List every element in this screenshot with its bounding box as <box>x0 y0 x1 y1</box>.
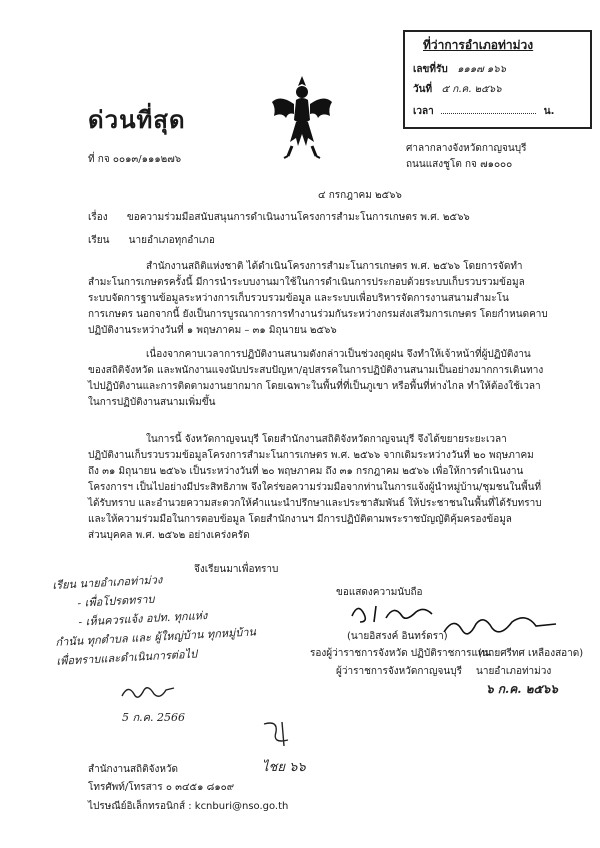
letter-date: ๔ กรกฎาคม ๒๕๖๖ <box>318 190 402 201</box>
footer-phone: โทรศัพท์/โทรสาร ๐ ๓๔๕๑ ๘๑๐๙ <box>88 782 235 793</box>
body-line: โครงการฯ เป็นไปอย่างมีประสิทธิภาพ จึงใคร่ขอความร่วมมือจากท่านในการแจ้งผู้นำหมู่บ้าน/ชุมชนในพื้นที่ <box>88 482 542 493</box>
footer-office: สำนักงานสถิติจังหวัด <box>88 764 179 775</box>
stamp-title: ที่ว่าการอำเภอท่าม่วง <box>423 38 534 52</box>
body-line: ไปปฏิบัติงานและการติดตามงานยากมาก โดยเฉพาะในพื้นที่ที่เป็นภูเขา หรือพื้นที่ห่างไกล ทำให้ต้องใช้เวลา <box>88 381 541 392</box>
body-line: สำนักงานสถิติแห่งชาติ ได้ดำเนินโครงการสำมะโนการเกษตร พ.ศ. ๒๕๖๖ โดยการจัดทำ <box>146 261 523 272</box>
district-officer-title: นายอำเภอท่าม่วง <box>476 666 552 677</box>
body-line: และให้ความร่วมมือในการตอบข้อมูล โดยสำนักงานฯ มีการปฏิบัติตามพระราชบัญญัติคุ้มครองข้อมูล <box>88 514 512 525</box>
signatory-position-line2: ผู้ว่าราชการจังหวัดกาญจนบุรี <box>336 666 462 677</box>
stamp-date-value: ๕ ก.ค. ๒๕๖๖ <box>441 84 502 95</box>
body-line: ได้รับทราบ และอำนวยความสะดวกให้คำแนะนำปรึกษาและประชาสัมพันธ์ ให้ประชาชนในพื้นที่ได้รับทราบ <box>88 498 542 509</box>
signatory-position-line1: รองผู้ว่าราชการจังหวัด ปฏิบัติราชการแทน <box>310 648 492 659</box>
body-line: ของสถิติจังหวัด และพนักงานแจงนับประสบปัญหา/อุปสรรคในการปฏิบัติงานสนามเป็นอย่างมากการเดินทาง <box>88 365 544 376</box>
body-paragraph-3 <box>88 432 542 544</box>
body-line: ในการปฏิบัติงานสนามเพิ่มขึ้น <box>88 397 216 408</box>
subject-text: ขอความร่วมมือสนับสนุนการดำเนินงานโครงการสำมะโนการเกษตร พ.ศ. ๒๕๖๖ <box>126 212 470 223</box>
body-line: ถึง ๓๑ มิถุนายน ๒๕๖๖ เป็นระหว่างวันที่ ๒๐ พฤษภาคม ถึง ๓๑ กรกฎาคม ๒๕๖๖ เพื่อให้การดำเนินงาน <box>88 466 524 477</box>
handwritten-line: เพื่อทราบและดำเนินการต่อไป <box>56 647 198 668</box>
body-paragraph-1 <box>88 259 548 339</box>
stamp-received-row <box>413 62 506 77</box>
stamp-date-row <box>413 82 501 97</box>
handwritten-initials-scribble <box>118 680 178 704</box>
stamp-time-suffix: น. <box>543 106 555 117</box>
body-line: การเกษตร นอกจากนี้ ยังเป็นการบูรณาการการทำงานร่วมกันระหว่างกรมส่งเสริมการเกษตร โดยกำหนดคาบ <box>88 309 548 320</box>
stamp-date-label: วันที่ <box>413 84 433 95</box>
signature-mark <box>346 600 436 626</box>
body-line: ในการนี้ จังหวัดกาญจนบุรี โดยสำนักงานสถิติจังหวัดกาญจนบุรี จึงได้ขยายระยะเวลา <box>146 434 507 445</box>
body-line: ระบบจัดการฐานข้อมูลระหว่างการเก็บรวบรวมข้อมูล และระบบเพื่อบริหารจัดการงานสนามสำมะโน <box>88 293 509 304</box>
stamp-time-label: เวลา <box>413 106 434 117</box>
handwritten-routing-note <box>52 565 257 670</box>
handwritten-line: - เห็นควรแจ้ง อปท. ทุกแห่ง <box>78 608 208 629</box>
district-officer-name: (นายศรีทศ เหลืองสอาด) <box>478 648 584 659</box>
footer-email: ไปรษณีย์อิเล็กทรอนิกส์ : kcnburi@nso.go.th <box>88 801 289 812</box>
body-line: ปฏิบัติงานเก็บรวบรวมข้อมูลโครงการสำมะโนการเกษตร พ.ศ. ๒๕๖๖ จากเดิมระหว่างวันที่ ๒๐ พฤษภาคม <box>88 450 534 461</box>
signatory-name: (นายอิสรงค์ อินทร์ดรา) <box>347 631 448 642</box>
document-number: ที่ กจ ๐๐๑๓/๑๑๑๒๗๖ <box>88 154 182 165</box>
handwritten-scribble <box>258 718 298 748</box>
body-line: สำมะโนการเกษตรครั้งนี้ มีการนำระบบงานมาใช้ในการดำเนินการประกอบด้วยระบบเก็บรวบรวมข้อมูล <box>88 277 525 288</box>
handwritten-line: - เพื่อโปรดทราบ <box>77 592 155 610</box>
garuda-emblem <box>268 72 336 162</box>
body-line: ส่วนบุคคล พ.ศ. ๒๕๖๒ อย่างเคร่งครัด <box>88 530 250 541</box>
subject-label: เรื่อง <box>88 212 108 223</box>
district-officer-signature <box>440 612 560 642</box>
stamp-time-row <box>413 104 554 119</box>
district-officer-date: ๖ ก.ค. ๒๕๖๖ <box>486 682 558 696</box>
handwritten-line: เรียน นายอำเภอท่าม่วง <box>52 573 163 592</box>
recipient-label: เรียน <box>88 235 110 246</box>
closing-line: จึงเรียนมาเพื่อทราบ <box>194 564 279 575</box>
body-line: เนื่องจากคาบเวลาการปฏิบัติงานสนามดังกล่าวเป็นช่วงฤดูฝน จึงทำให้เจ้าหน้าที่ผู้ปฏิบัติงาน <box>146 349 531 360</box>
handwritten-initials: ไชย ๖๖ <box>262 760 306 775</box>
body-paragraph-2 <box>88 347 543 411</box>
handwritten-note-date: 5 ก.ค. 2566 <box>122 711 185 724</box>
recipient-text: นายอำเภอทุกอำเภอ <box>128 235 215 246</box>
recipient-line <box>88 233 215 248</box>
sender-address-line2: ถนนแสงชูโต กจ ๗๑๐๐๐ <box>406 159 513 170</box>
regards-text: ขอแสดงความนับถือ <box>336 587 423 598</box>
handwritten-line: กำนัน ทุกตำบล และ ผู้ใหญ่บ้าน ทุกหมู่บ้าน <box>55 625 257 649</box>
sender-address-line1: ศาลากลางจังหวัดกาญจนบุรี <box>406 143 527 154</box>
stamp-received-value: ๑๑๑๗ ๑๖๖ <box>457 64 506 75</box>
urgency-label: ด่วนที่สุด <box>88 106 186 134</box>
body-line: ปฏิบัติงานระหว่างวันที่ ๑ พฤษภาคม – ๓๑ มิถุนายน ๒๕๖๖ <box>88 325 337 336</box>
receipt-stamp <box>403 30 592 129</box>
subject-line <box>88 210 470 225</box>
stamp-received-label: เลขที่รับ <box>413 64 448 75</box>
